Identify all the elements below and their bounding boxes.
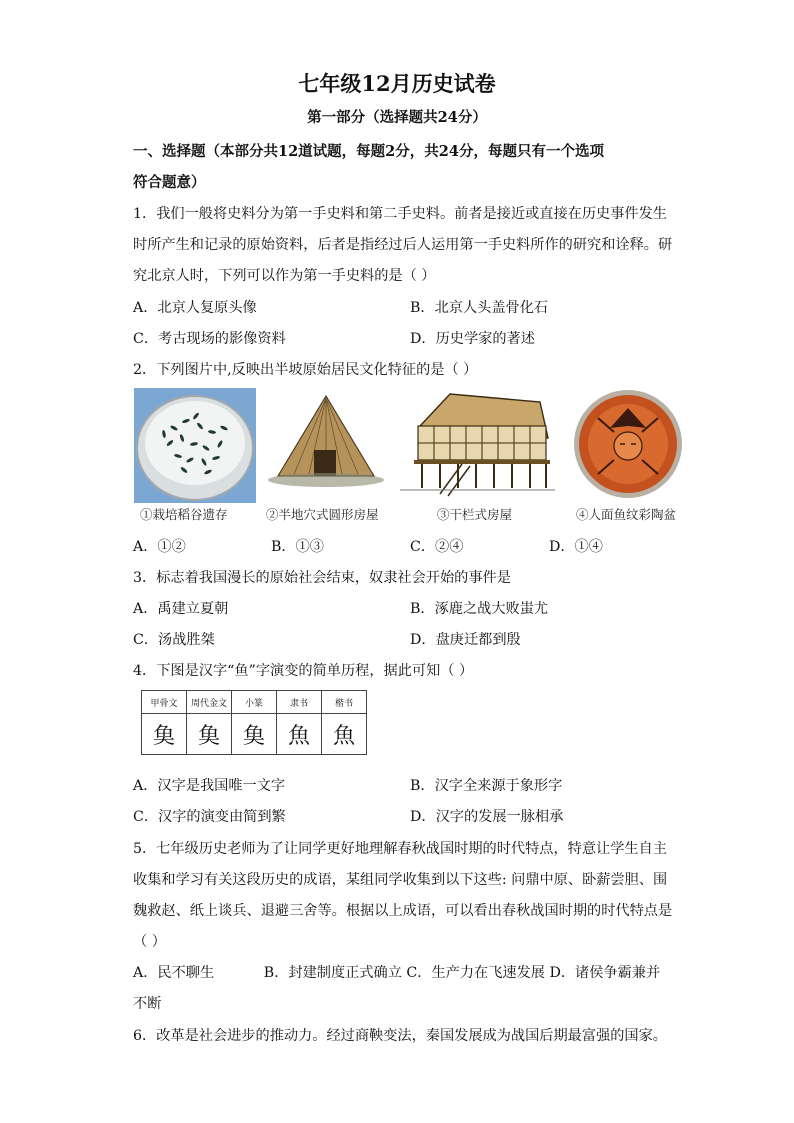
character-evolution-table [141, 690, 367, 755]
q5-stem-line1: 5．七年级历史老师为了让同学更好地理解春秋战国时期的时代特点，特意让学生自主 [133, 841, 667, 857]
caption-4: ④人面鱼纹彩陶盆 [576, 507, 677, 522]
q5-stem-line3: 魏救赵、纸上谈兵、退避三舍等。根据以上成语，可以看出春秋战国时期的时代特点是 [133, 903, 673, 919]
header-clerical: 隶书 [277, 691, 322, 714]
q1-option-d: D．历史学家的著述 [410, 331, 535, 347]
glyph-bronze: 𩵋 [187, 714, 232, 755]
q1-option-a: A．北京人复原头像 [133, 300, 257, 316]
rice-remains-image [134, 388, 256, 503]
painted-pottery-basin-image [568, 388, 688, 503]
q1-stem-line2: 时所产生和记录的原始资料，后者是指经过后人运用第一手史料所作的研究和诠释。研 [133, 237, 673, 253]
stilt-house-image [400, 388, 555, 503]
header-oracle-bone: 甲骨文 [142, 691, 187, 714]
q5-options-continued: 不断 [133, 996, 162, 1012]
q1-stem-line1: 1．我们一般将史料分为第一手史料和第二手史料。前者是接近或直接在历史事件发生 [133, 206, 667, 222]
glyph-clerical: 魚 [277, 714, 322, 755]
q4-option-c: C．汉字的演变由简到繁 [133, 809, 286, 825]
q5-options: A．民不聊生 B．封建制度正式确立 C．生产力在飞速发展 D．诸侯争霸兼并 [133, 965, 661, 981]
q2-option-b: B．①③ [271, 539, 324, 555]
glyph-oracle-bone: 𩵋 [142, 714, 187, 755]
semi-subterranean-house-image [264, 388, 389, 503]
caption-2: ②半地穴式圆形房屋 [266, 507, 379, 522]
q2-option-a: A．①② [133, 539, 186, 555]
caption-1: ①栽培稻谷遗存 [140, 507, 228, 522]
q1-option-c: C．考古现场的影像资料 [133, 331, 286, 347]
glyph-small-seal: 𩵋 [232, 714, 277, 755]
page-title: 七年级12月历史试卷 [298, 71, 496, 96]
section-subtitle: 第一部分（选择题共24分） [307, 109, 487, 126]
q2-option-d: D．①④ [549, 539, 603, 555]
header-bronze: 周代金文 [187, 691, 232, 714]
caption-3: ③干栏式房屋 [437, 507, 513, 522]
q4-option-b: B．汉字全来源于象形字 [410, 778, 563, 794]
header-regular: 楷书 [322, 691, 367, 714]
q3-option-c: C．汤战胜桀 [133, 632, 215, 648]
header-small-seal: 小篆 [232, 691, 277, 714]
glyph-regular: 魚 [322, 714, 367, 755]
q3-stem: 3．标志着我国漫长的原始社会结束，奴隶社会开始的事件是 [133, 570, 511, 586]
q3-option-d: D．盘庚迁都到殷 [410, 632, 521, 648]
q2-option-c: C．②④ [410, 539, 464, 555]
q5-stem-line2: 收集和学习有关这段历史的成语，某组同学收集到以下这些: 问鼎中原、卧薪尝胆、围 [133, 872, 668, 888]
q2-stem: 2．下列图片中,反映出半坡原始居民文化特征的是（ ） [133, 362, 478, 378]
q5-stem-line4: （ ） [133, 934, 166, 950]
q4-stem: 4．下图是汉字“鱼”字演变的简单历程，据此可知（ ） [133, 663, 474, 679]
q1-stem-line3: 究北京人时，下列可以作为第一手史料的是（ ） [133, 268, 436, 284]
section-heading-line2: 符合题意） [133, 174, 206, 191]
q4-option-a: A．汉字是我国唯一文字 [133, 778, 286, 794]
q3-option-b: B．涿鹿之战大败蚩尤 [410, 601, 549, 617]
q1-option-b: B．北京人头盖骨化石 [410, 300, 549, 316]
q4-option-d: D．汉字的发展一脉相承 [410, 809, 564, 825]
q3-option-a: A．禹建立夏朝 [133, 601, 229, 617]
section-heading-line1: 一、选择题（本部分共12道试题，每题2分，共24分，每题只有一个选项 [133, 143, 604, 160]
q6-stem-line1: 6．改革是社会进步的推动力。经过商鞅变法，秦国发展成为战国后期最富强的国家。 [133, 1028, 667, 1044]
